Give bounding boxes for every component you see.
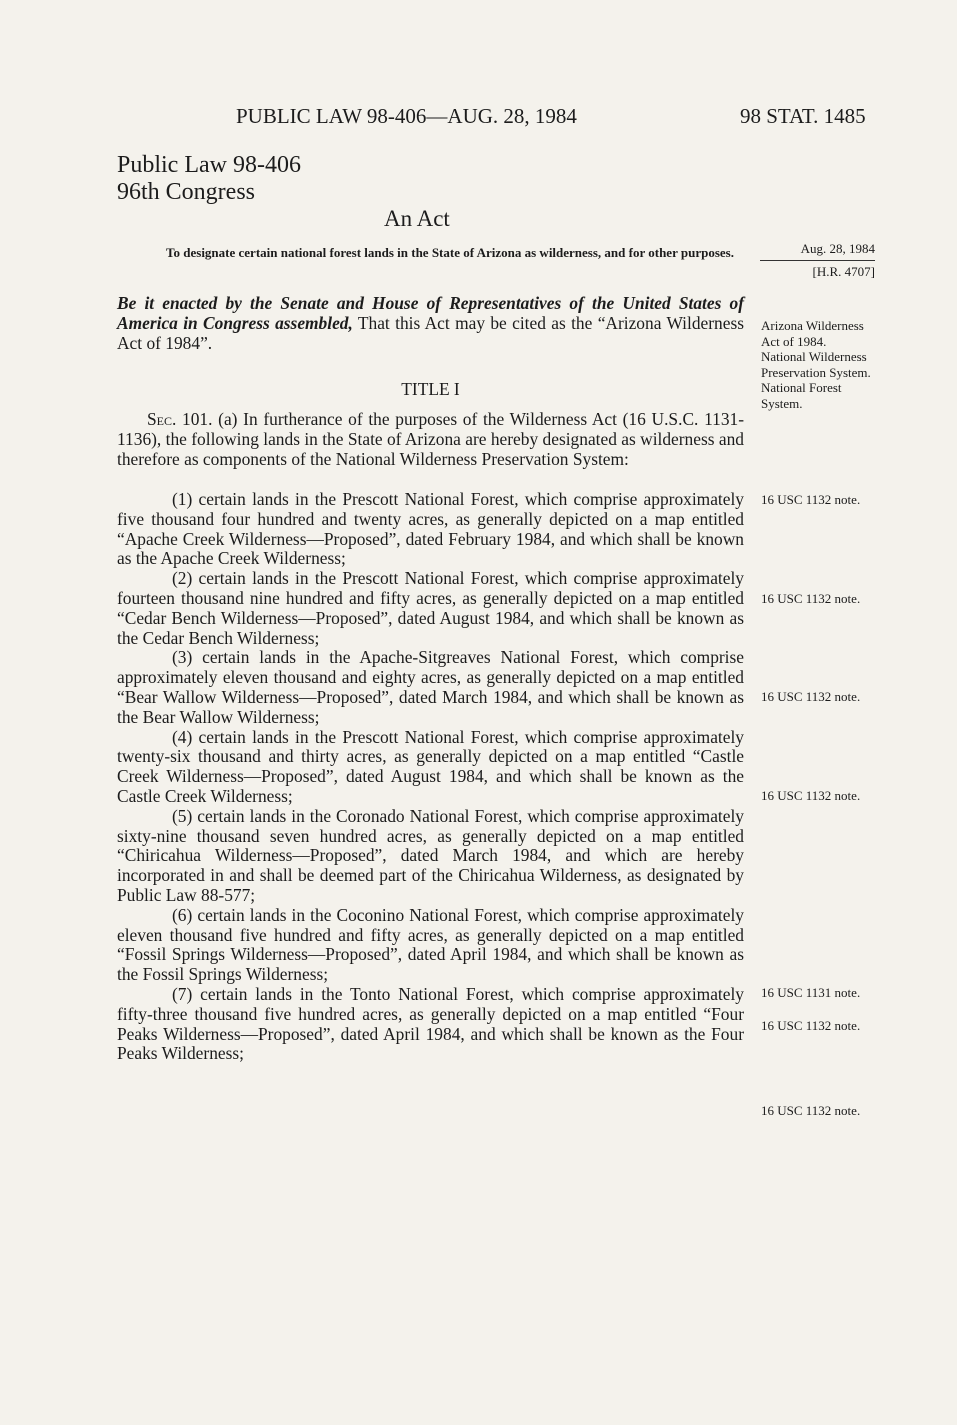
act-heading: An Act [384,206,450,231]
enactment-date-note [760,241,875,280]
statutes-at-large-page: 98 STAT. 1485 [740,104,866,128]
list-item: (5) certain lands in the Coronado National Forest, which comprise approximately sixty-nine thousand seven hundred acres, as generally depicted on a map entitled “Chiricahua Wilderness—Proposed”, dated March 1984, and which are hereby incorporated in and shall be deemed part of the Chiricahua Wilderness, as designated by Public Law 88-577; [117,805,744,905]
margin-note-topics: Arizona Wilderness Act of 1984. National Wilderness Preservation System. National Forest System. [761,318,871,411]
margin-note-item-7: 16 USC 1132 note. [761,1103,861,1118]
congress-number: 96th Congress [117,179,255,205]
list-item: (1) certain lands in the Prescott National Forest, which comprise approximately five thousand four hundred and twenty acres, as generally depicted on a map entitled “Apache Creek Wilderness—Proposed”, dated February 1984, and which shall be known as the Apache Creek Wilderness; [117,489,744,569]
bill-number: [H.R. 4707] [812,264,875,279]
margin-note-item-2: 16 USC 1132 note. [761,591,861,606]
margin-note-item-4: 16 USC 1132 note. [761,788,861,803]
margin-note-item-3: 16 USC 1132 note. [761,689,861,704]
margin-note-item-1: 16 USC 1132 note. [761,492,861,507]
law-identifier [117,152,301,206]
enacting-formula: Be it enacted by the Senate and House of Representatives of the United States of America in Congress assembled, [117,293,744,333]
section-101-paragraph [117,410,744,469]
enactment-date: Aug. 28, 1984 [800,241,875,256]
short-title-text: That this Act may be cited as the “Arizona Wilderness Act of 1984”. [117,312,744,353]
date-rule [760,260,875,261]
list-item: (7) certain lands in the Tonto National Forest, which comprise approximately fifty-three thousand five hundred acres, as generally depicted on a map entitled “Four Peaks Wilderness—Proposed”, dated April 1984, and which shall be known as the Four Peaks Wilderness; [117,983,744,1064]
section-label: Sec. 101. [147,409,213,429]
margin-note-item-5: 16 USC 1131 note. [761,985,861,1000]
running-head-title: PUBLIC LAW 98-406—AUG. 28, 1984 [236,104,577,128]
list-item: (6) certain lands in the Coconino National Forest, which comprise approximately eleven thousand five hundred and fifty acres, as generally depicted on a map entitled “Fossil Springs Wilderness—Proposed”, dated April 1984, and which shall be known as the Fossil Springs Wilderness; [117,904,744,985]
list-item: (3) certain lands in the Apache-Sitgreaves National Forest, which comprise approximately eleven thousand and eighty acres, as generally depicted on a map entitled “Bear Wallow Wilderness—Proposed”, dated March 1984, and which shall be known as the Bear Wallow Wilderness; [117,647,744,727]
list-item: (4) certain lands in the Prescott National Forest, which comprise approximately twenty-six thousand and thirty acres, as generally depicted on a map entitled “Castle Creek Wilderness—Proposed”, dated August 1984, and which shall be known as the Castle Creek Wilderness; [117,726,744,806]
long-title: To designate certain national forest lands in the State of Arizona as wilderness, and for other purposes. [166,245,734,260]
public-law-number: Public Law 98-406 [117,152,301,178]
wilderness-list [117,490,744,1064]
section-101-text: (a) In furtherance of the purposes of the Wilderness Act (16 U.S.C. 1131-1136), the following lands in the State of Arizona are hereby designated as wilderness and therefore as components of the National Wilderness Preservation System: [117,409,744,469]
section-101 [117,410,744,469]
enacting-clause [117,294,744,353]
running-head [0,104,957,134]
title-heading: TITLE I [401,379,460,399]
margin-note-item-6: 16 USC 1132 note. [761,1018,861,1033]
list-item: (2) certain lands in the Prescott National Forest, which comprise approximately fourteen thousand nine hundred and fifty acres, as generally depicted on a map entitled “Cedar Bench Wilderness—Proposed”, dated August 1984, and which shall be known as the Cedar Bench Wilderness; [117,568,744,648]
